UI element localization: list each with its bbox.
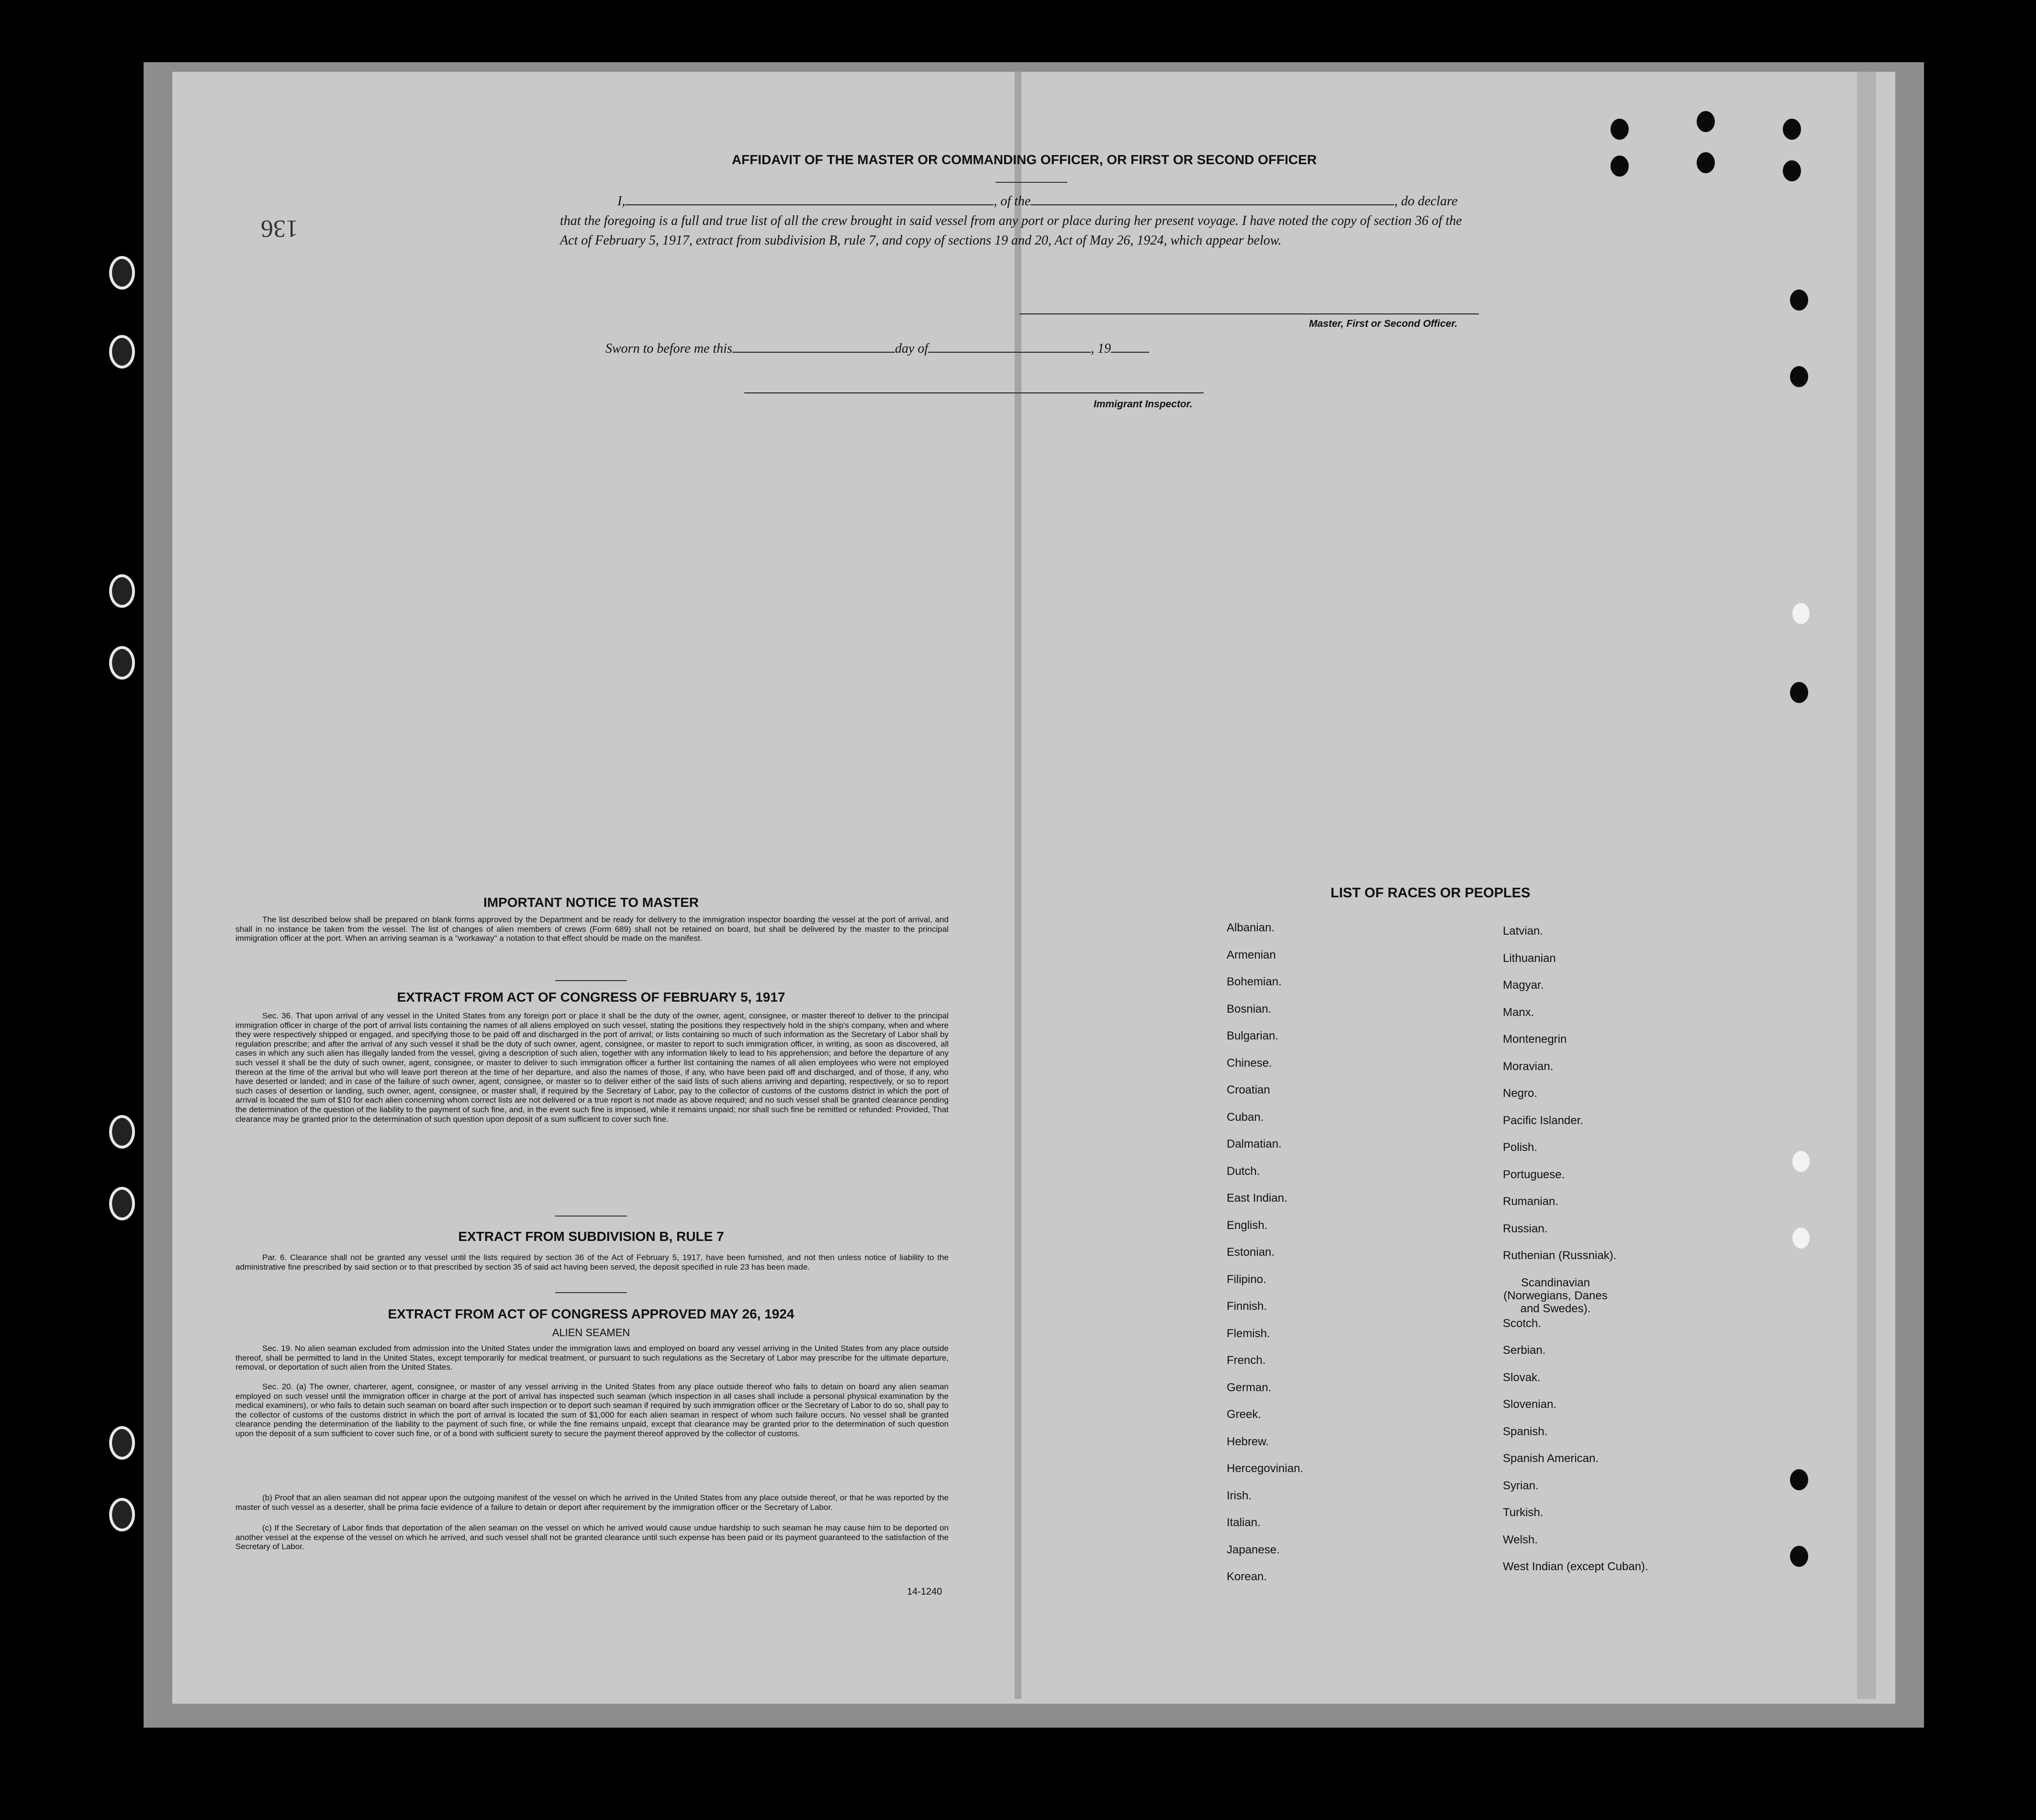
rule7-text: Par. 6. Clearance shall not be granted any vessel until the lists required by section 36 of the Act of February 5, 1917, have been furnished, and not then unless notice of liability to the administrative fine prescribed by said section or to that prescribed by section 35 of said act having been served, the deposit specified in rule 23 has been made. <box>235 1253 949 1272</box>
race-item: Polish. <box>1503 1141 1538 1154</box>
center-fold <box>1015 72 1021 1699</box>
affidavit-first-line <box>560 191 1469 211</box>
right-punch-3 <box>1790 682 1808 703</box>
race-item: Hebrew. <box>1227 1435 1269 1448</box>
race-item: Slovenian. <box>1503 1398 1557 1411</box>
extract-1924-sec20c: (c) If the Secretary of Labor finds that deportation of the alien seaman on the vessel on which he arrived would cause undue hardship to such seaman he may cause him to be deported on another vessel at the expense of the vessel on which he arrived, and such vessel shall not be granted clearance until such expense has been paid or its payment guaranteed to the satisfaction of the Secretary of Labor. <box>235 1523 949 1552</box>
race-item: Bosnian. <box>1227 1002 1272 1016</box>
right-punch-5 <box>1790 1546 1808 1567</box>
binder-hole-4 <box>109 646 135 680</box>
punch-mark-2 <box>1697 111 1715 132</box>
race-item: Cuban. <box>1227 1110 1264 1124</box>
race-item: Croatian <box>1227 1083 1270 1096</box>
affidavit-declare-label: , do declare <box>1394 194 1458 209</box>
race-item: Estonian. <box>1227 1246 1275 1259</box>
races-title: LIST OF RACES OR PEOPLES <box>1331 885 1531 901</box>
extract-1924-sec20b: (b) Proof that an alien seaman did not appear upon the outgoing manifest of the vessel on which he arrived in the United States from any place outside thereof, or that he was reported by the master of such vessel as a deserter, shall be prima facie evidence of a failure to detain or deport after requirement by the immigration officer or the Secretary of Labor. <box>235 1493 949 1512</box>
race-item: Lithuanian <box>1503 951 1556 965</box>
race-item: Hercegovinian. <box>1227 1462 1304 1475</box>
race-item: Flemish. <box>1227 1327 1270 1340</box>
race-item: Manx. <box>1503 1005 1534 1019</box>
right-hole-2 <box>1792 1151 1810 1172</box>
binder-hole-1 <box>109 256 135 290</box>
race-item: English. <box>1227 1218 1268 1232</box>
races-left-column <box>1227 921 1303 1597</box>
race-item: Spanish American. <box>1503 1452 1599 1465</box>
punch-mark-1 <box>1611 119 1629 140</box>
race-item: Scotch. <box>1503 1317 1542 1330</box>
race-item: Bulgarian. <box>1227 1029 1279 1042</box>
inspector-signature-line[interactable] <box>744 392 1204 393</box>
race-item: Ruthenian (Russniak). <box>1503 1249 1617 1262</box>
master-signature-line[interactable] <box>1019 313 1479 314</box>
race-item: Japanese. <box>1227 1543 1280 1556</box>
race-item: Turkish. <box>1503 1506 1544 1519</box>
right-punch-2 <box>1790 366 1808 387</box>
sworn-label: Sworn to before me this <box>605 341 732 356</box>
race-item: Spanish. <box>1503 1425 1548 1438</box>
binder-hole-6 <box>109 1187 135 1220</box>
race-item: Irish. <box>1227 1489 1252 1502</box>
race-item: Magyar. <box>1503 979 1544 992</box>
extract-1924-title: EXTRACT FROM ACT OF CONGRESS APPROVED MAY 26, 1924 <box>388 1306 794 1321</box>
race-item: Serbian. <box>1503 1344 1546 1357</box>
race-item: Scandinavian (Norwegians, Danes and Swedes). <box>1503 1276 1608 1315</box>
race-item: Pacific Islander. <box>1503 1114 1584 1127</box>
race-item: Albanian. <box>1227 921 1275 934</box>
affidavit-i-label: I, <box>617 194 626 209</box>
right-hole-1 <box>1792 603 1810 624</box>
affidavit-text <box>560 191 1469 250</box>
race-item: Slovak. <box>1503 1371 1541 1384</box>
form-number: 14-1240 <box>907 1586 942 1597</box>
race-item: Chinese. <box>1227 1056 1272 1070</box>
notice-title: IMPORTANT NOTICE TO MASTER <box>483 895 699 910</box>
inspector-caption: Immigrant Inspector. <box>1094 399 1193 410</box>
month-blank[interactable] <box>928 352 1091 353</box>
race-item: Syrian. <box>1503 1479 1539 1492</box>
binder-hole-5 <box>109 1115 135 1149</box>
sworn-line <box>605 341 1275 357</box>
affidavit-of-the-label: , of the <box>994 194 1031 209</box>
extract-1917-rule <box>555 1216 627 1217</box>
race-item: French. <box>1227 1354 1266 1367</box>
notice-rule <box>555 980 627 981</box>
race-item: Montenegrin <box>1503 1033 1567 1046</box>
race-item: Welsh. <box>1503 1533 1538 1546</box>
race-item: Armenian <box>1227 948 1276 961</box>
affidavit-title: AFFIDAVIT OF THE MASTER OR COMMANDING OFFICER, OR FIRST OR SECOND OFFICER <box>731 152 1317 167</box>
race-item: German. <box>1227 1381 1272 1394</box>
binder-hole-8 <box>109 1498 135 1531</box>
punch-mark-5 <box>1697 152 1715 173</box>
race-item: Portuguese. <box>1503 1168 1565 1181</box>
right-hole-3 <box>1792 1228 1810 1249</box>
race-item: Negro. <box>1503 1087 1538 1100</box>
alien-seamen-subtitle: ALIEN SEAMEN <box>552 1327 630 1339</box>
year-blank[interactable] <box>1111 352 1149 353</box>
extract-1924-sec19: Sec. 19. No alien seaman excluded from admission into the United States under the immigration laws and employed on board any vessel arriving in the United States from any place outside thereof, shall be permitted to land in the United States, except temporarily for medical treatment, or pursuant to such regulations as the Secretary of Labor may prescribe for the ultimate departure, removal, or deportation of such alien from the United States. <box>235 1344 949 1372</box>
punch-mark-3 <box>1783 119 1801 140</box>
punch-mark-4 <box>1611 156 1629 177</box>
rule7-title: EXTRACT FROM SUBDIVISION B, RULE 7 <box>458 1229 724 1244</box>
extract-1917-text: Sec. 36. That upon arrival of any vessel in the United States from any foreign port or place it shall be the duty of the owner, agent, consignee, or master thereof to deliver to the principal immigration officer in charge of the port of arrival lists containing the names of all aliens employed on such vessel, stating the positions they respectively hold in the ship's company, when and where they were respectively shipped or engaged, and specifying those to be paid off and discharged in the port of arrival; or lists containing so much of such information as the Secretary of Labor shall by regulation prescribe; and after the arrival of any such vessel it shall be the duty of such owner, agent, consignee, or master to report to such immigration officer, in writing, as soon as discovered, all cases in which any such alien has illegally landed from the vessel, giving a description of such alien, together with any information likely to lead to his apprehension; and before the departure of any such vessel it shall be the duty of such owner, agent, consignee, or master to deliver to such immigration officer a further list containing the names of all alien employees who were not employed thereon at the time of the arrival but who will leave port thereon at the time of her departure, and also the names of those, if any, who have been paid off and discharged, and of those, if any, who have deserted or landed; and in case of the failure of such owner, agent, consignee, or master so to deliver either of the said lists of such aliens arriving and departing, respectively, or so to report such cases of desertion or landing, such owner, agent, consignee, or master shall, if required by the Secretary of Labor, pay to the collector of customs of the customs district in which the port of arrival is located the sum of $10 for each alien concerning whom correct lists are not delivered or a true report is not made as above required; and no such vessel shall be granted clearance pending the determination of the question of the liability to the payment of such fine, and, in the event such fine is imposed, while it remains unpaid; nor shall such fine be remitted or refunded: Provided, That clearance may be granted prior to the determination of such question upon deposit of a sum sufficient to cover such fine. <box>235 1011 949 1124</box>
year-label: , 19 <box>1091 341 1111 356</box>
right-page-edge <box>1857 72 1876 1699</box>
day-of-label: day of <box>895 341 929 356</box>
extract-1917-title: EXTRACT FROM ACT OF CONGRESS OF FEBRUARY 5, 1917 <box>397 990 785 1005</box>
race-item: Finnish. <box>1227 1300 1267 1313</box>
master-caption: Master, First or Second Officer. <box>1309 318 1458 329</box>
rule7-rule <box>555 1292 627 1293</box>
race-item: Moravian. <box>1503 1060 1554 1073</box>
title-rule <box>996 182 1067 183</box>
affidavit-body: that the foregoing is a full and true list of all the crew brought in said vessel from any port or place during her present voyage. I have noted the copy of section 36 of the Act of February 5, 1917, extract from subdivision B, rule 7, and copy of sections 19 and 20, Act of May 26, 1924, which appear below. <box>560 213 1462 248</box>
race-item: Dalmatian. <box>1227 1138 1282 1150</box>
notice-text: The list described below shall be prepared on blank forms approved by the Department and be ready for delivery to the immigration inspector boarding the vessel at the port of arrival, and shall in no instance be taken from the vessel. The list of changes of alien members of crews (Form 689) shall not be retained on board, but shall be delivered by the master to the principal immigration officer at the port. When an arriving seaman is a "workaway" a notation to that effect should be made on the manifest. <box>235 915 949 943</box>
races-right-column <box>1503 925 1648 1587</box>
extract-1924-sec20a: Sec. 20. (a) The owner, charterer, agent, consignee, or master of any vessel arriving in the United States from any place outside thereof who fails to detain on board any alien seaman employed on such vessel until the immigration officer in charge at the port of arrival has inspected such seaman (which inspection in all cases shall include a personal physical examination by the medical examiners), or who fails to detain such seaman on board after such inspection or to deport such seaman if required by such immigration officer or the Secretary of Labor to do so, shall pay to the collector of customs of the customs district in which the port of arrival is located the sum of $1,000 for each alien seaman in respect of whom such failure occurs. No vessel shall be granted clearance pending the determination of the liability to the payment of such fine, or while the fine remains unpaid, except that clearance may be granted prior to the determination of such question upon the deposit of a sum sufficient to cover such fine, or of a bond with sufficient surety to secure the payment thereof approved by the collector of customs. <box>235 1382 949 1438</box>
right-punch-4 <box>1790 1469 1808 1490</box>
binder-hole-7 <box>109 1426 135 1460</box>
race-item: Russian. <box>1503 1222 1548 1235</box>
name-blank[interactable] <box>625 204 994 205</box>
race-item: Filipino. <box>1227 1273 1266 1286</box>
race-item: Bohemian. <box>1227 975 1282 988</box>
binder-hole-2 <box>109 335 135 368</box>
race-item: Korean. <box>1227 1570 1267 1583</box>
race-item: West Indian (except Cuban). <box>1503 1560 1648 1573</box>
race-item: Greek. <box>1227 1408 1262 1421</box>
race-item: East Indian. <box>1227 1192 1287 1205</box>
race-item: Italian. <box>1227 1516 1261 1529</box>
race-item: Rumanian. <box>1503 1195 1559 1208</box>
race-item: Dutch. <box>1227 1164 1260 1178</box>
page-number: 136 <box>261 215 298 242</box>
vessel-blank[interactable] <box>1030 204 1394 205</box>
sworn-date-blank[interactable] <box>732 352 895 353</box>
punch-mark-6 <box>1783 160 1801 181</box>
right-punch-1 <box>1790 290 1808 311</box>
race-item: Latvian. <box>1503 925 1544 938</box>
binder-hole-3 <box>109 574 135 608</box>
